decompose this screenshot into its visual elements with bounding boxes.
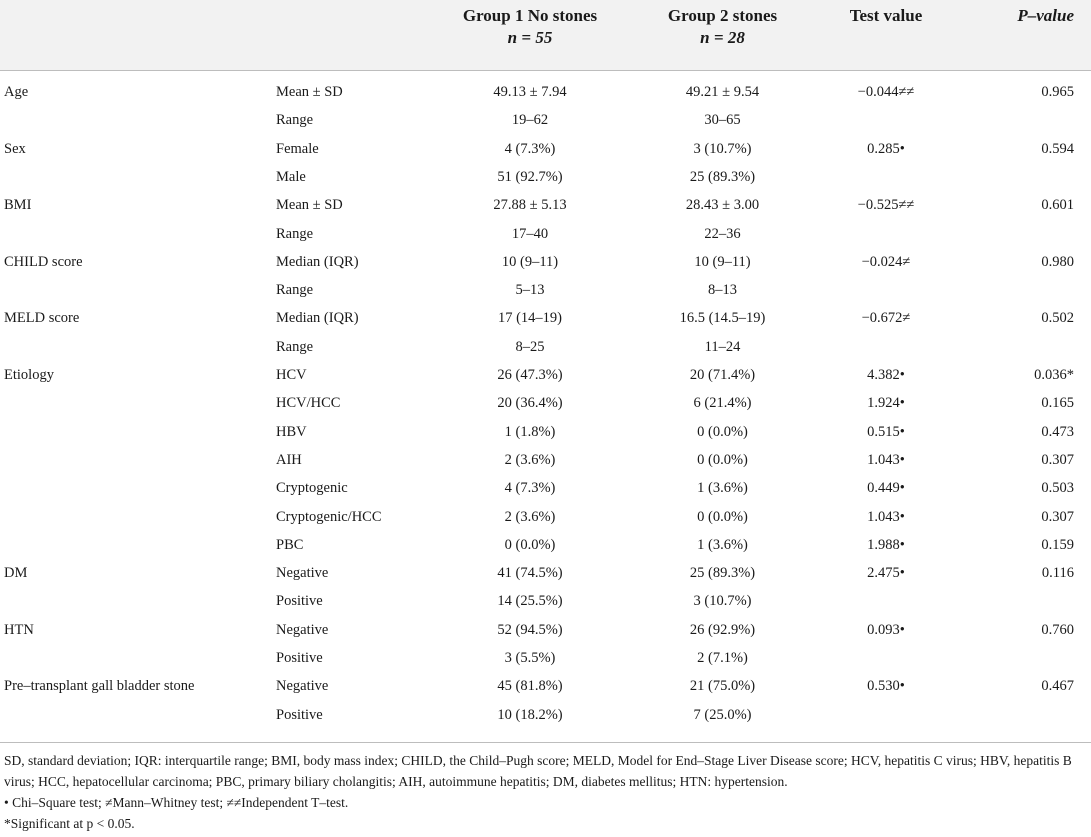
table-header — [0, 0, 1091, 70]
row-statistic: Median (IQR) — [276, 253, 359, 270]
row-group1-value: 19–62 — [511, 112, 549, 129]
row-p-value: 0.467 — [1041, 678, 1074, 695]
row-test-value: 1.043• — [867, 508, 905, 525]
row-group1-value: 4 (7.3%) — [504, 140, 556, 157]
group2-title: Group 2 stones — [667, 6, 778, 25]
row-group2-value: 7 (25.0%) — [693, 706, 752, 723]
row-group2-value: 3 (10.7%) — [693, 140, 752, 157]
row-statistic: Positive — [276, 706, 323, 723]
row-group1-value: 2 (3.6%) — [504, 508, 556, 525]
row-group2-value: 0 (0.0%) — [697, 451, 748, 468]
row-group2-value: 6 (21.4%) — [693, 395, 752, 412]
row-group2-value: 2 (7.1%) — [697, 650, 748, 666]
row-statistic: Mean ± SD — [276, 197, 343, 214]
header-rule — [0, 70, 1091, 71]
row-statistic: Range — [276, 225, 314, 242]
bottom-rule — [0, 742, 1091, 743]
footnotes — [4, 750, 1086, 834]
row-test-value: 1.043• — [867, 451, 905, 468]
row-group2-value: 25 (89.3%) — [689, 565, 756, 582]
row-group1-value: 3 (5.5%) — [504, 650, 556, 666]
row-group1-value: 41 (74.5%) — [497, 565, 563, 582]
row-statistic: HBV — [276, 423, 307, 440]
row-variable: MELD score — [4, 310, 80, 327]
footnote-significance: *Significant at p < 0.05. — [4, 816, 135, 831]
row-variable: HTN — [4, 621, 34, 638]
p-value-header: P–value — [1017, 6, 1074, 25]
row-test-value: 1.988• — [867, 536, 905, 553]
row-statistic: Positive — [276, 650, 323, 666]
footnote-abbreviations: SD, standard deviation; IQR: interquartile range; BMI, body mass index; CHILD, the Child–Pugh score; MELD, Model for End–Stage Liver Disease score; HCV, hepatitis C virus; HBV, hepatitis B virus; HCC, hepatocellular carcinoma; PBC, primary biliary cholangitis; AIH, autoimmune hepatitis; DM, diabetes mellitus; HTN: hypertension. — [4, 753, 1072, 789]
test-value-header: Test value — [849, 6, 923, 25]
row-group1-value: 17 (14–19) — [497, 310, 563, 327]
group1-n: n = 55 — [507, 28, 553, 47]
row-statistic: Cryptogenic/HCC — [276, 508, 382, 525]
row-group2-value: 0 (0.0%) — [697, 423, 748, 440]
row-test-value: 0.285• — [867, 140, 905, 157]
row-statistic: Range — [276, 338, 314, 355]
row-test-value: 4.382• — [867, 367, 905, 383]
row-p-value: 0.116 — [1041, 565, 1074, 582]
row-statistic: HCV — [276, 367, 307, 383]
row-test-value: 2.475• — [867, 565, 905, 582]
row-p-value: 0.594 — [1041, 140, 1074, 157]
row-test-value: 0.093• — [867, 621, 905, 638]
row-statistic: HCV/HCC — [276, 395, 341, 412]
row-group1-value: 52 (94.5%) — [497, 621, 563, 638]
row-test-value: 0.449• — [867, 480, 905, 497]
row-statistic: Negative — [276, 565, 329, 582]
row-statistic: Mean ± SD — [276, 84, 343, 100]
row-group2-value: 16.5 (14.5–19) — [679, 310, 766, 327]
row-statistic: Cryptogenic — [276, 480, 348, 497]
row-group2-value: 28.43 ± 3.00 — [685, 197, 760, 214]
row-p-value: 0.601 — [1041, 197, 1074, 214]
row-statistic: Range — [276, 282, 314, 299]
row-p-value: 0.165 — [1041, 395, 1074, 412]
row-statistic: Negative — [276, 621, 329, 638]
row-test-value: 1.924• — [867, 395, 905, 412]
row-group1-value: 5–13 — [515, 282, 545, 299]
row-statistic: Male — [276, 168, 306, 185]
row-group1-value: 4 (7.3%) — [504, 480, 556, 497]
row-p-value: 0.307 — [1041, 451, 1074, 468]
row-p-value: 0.036* — [1034, 367, 1074, 383]
row-statistic: PBC — [276, 536, 304, 553]
row-p-value: 0.473 — [1041, 423, 1074, 440]
row-statistic: Female — [276, 140, 319, 157]
row-p-value: 0.502 — [1041, 310, 1074, 327]
row-group1-value: 26 (47.3%) — [497, 367, 563, 383]
row-test-value: −0.672≠ — [861, 310, 911, 327]
row-group2-value: 21 (75.0%) — [689, 678, 756, 695]
row-group2-value: 22–36 — [704, 225, 741, 242]
row-p-value: 0.760 — [1041, 621, 1074, 638]
row-group2-value: 11–24 — [704, 338, 741, 355]
row-variable: Etiology — [4, 367, 54, 383]
row-group2-value: 25 (89.3%) — [689, 168, 756, 185]
row-group2-value: 49.21 ± 9.54 — [685, 84, 760, 100]
row-p-value: 0.980 — [1041, 253, 1074, 270]
row-statistic: Range — [276, 112, 314, 129]
row-group2-value: 30–65 — [704, 112, 741, 129]
row-group2-value: 10 (9–11) — [694, 253, 751, 270]
row-statistic: Positive — [276, 593, 323, 610]
row-group2-value: 20 (71.4%) — [689, 367, 756, 383]
row-variable: Age — [4, 84, 29, 100]
row-group1-value: 0 (0.0%) — [504, 536, 556, 553]
row-group1-value: 20 (36.4%) — [497, 395, 563, 412]
row-group2-value: 3 (10.7%) — [693, 593, 752, 610]
footnote-tests: • Chi–Square test; ≠Mann–Whitney test; ≠≠Independent T–test. — [4, 795, 349, 810]
row-test-value: −0.525≠≠ — [857, 197, 915, 214]
row-group1-value: 45 (81.8%) — [497, 678, 563, 695]
row-group1-value: 17–40 — [511, 225, 549, 242]
row-group2-value: 0 (0.0%) — [697, 508, 748, 525]
row-group1-value: 51 (92.7%) — [497, 168, 563, 185]
row-test-value: −0.044≠≠ — [857, 84, 915, 100]
row-group1-value: 2 (3.6%) — [504, 451, 556, 468]
row-group1-value: 8–25 — [515, 338, 545, 355]
row-statistic: Median (IQR) — [276, 310, 359, 327]
row-group1-value: 10 (18.2%) — [497, 706, 563, 723]
row-test-value: 0.530• — [867, 678, 905, 695]
row-group2-value: 8–13 — [708, 282, 737, 299]
row-group2-value: 26 (92.9%) — [689, 621, 756, 638]
row-test-value: 0.515• — [867, 423, 905, 440]
row-group1-value: 14 (25.5%) — [497, 593, 563, 610]
group2-n: n = 28 — [700, 28, 745, 47]
row-group1-value: 49.13 ± 7.94 — [493, 84, 567, 100]
row-statistic: Negative — [276, 678, 329, 695]
row-group1-value: 10 (9–11) — [501, 253, 559, 270]
group1-title: Group 1 No stones — [462, 6, 598, 25]
row-p-value: 0.503 — [1041, 480, 1074, 497]
row-p-value: 0.159 — [1041, 536, 1074, 553]
row-statistic: AIH — [276, 451, 302, 468]
row-variable: DM — [4, 565, 28, 582]
row-variable: Sex — [4, 140, 26, 157]
group1-header — [420, 5, 640, 49]
row-p-value: 0.307 — [1041, 508, 1074, 525]
row-variable: BMI — [4, 197, 32, 214]
row-group2-value: 1 (3.6%) — [697, 536, 748, 553]
row-group2-value: 1 (3.6%) — [697, 480, 748, 497]
row-p-value: 0.965 — [1041, 84, 1074, 100]
group2-header — [640, 5, 805, 49]
row-group1-value: 1 (1.8%) — [504, 423, 556, 440]
row-variable: Pre–transplant gall bladder stone — [4, 678, 195, 695]
row-test-value: −0.024≠ — [861, 253, 911, 270]
row-variable: CHILD score — [4, 253, 83, 270]
row-group1-value: 27.88 ± 5.13 — [493, 197, 567, 214]
